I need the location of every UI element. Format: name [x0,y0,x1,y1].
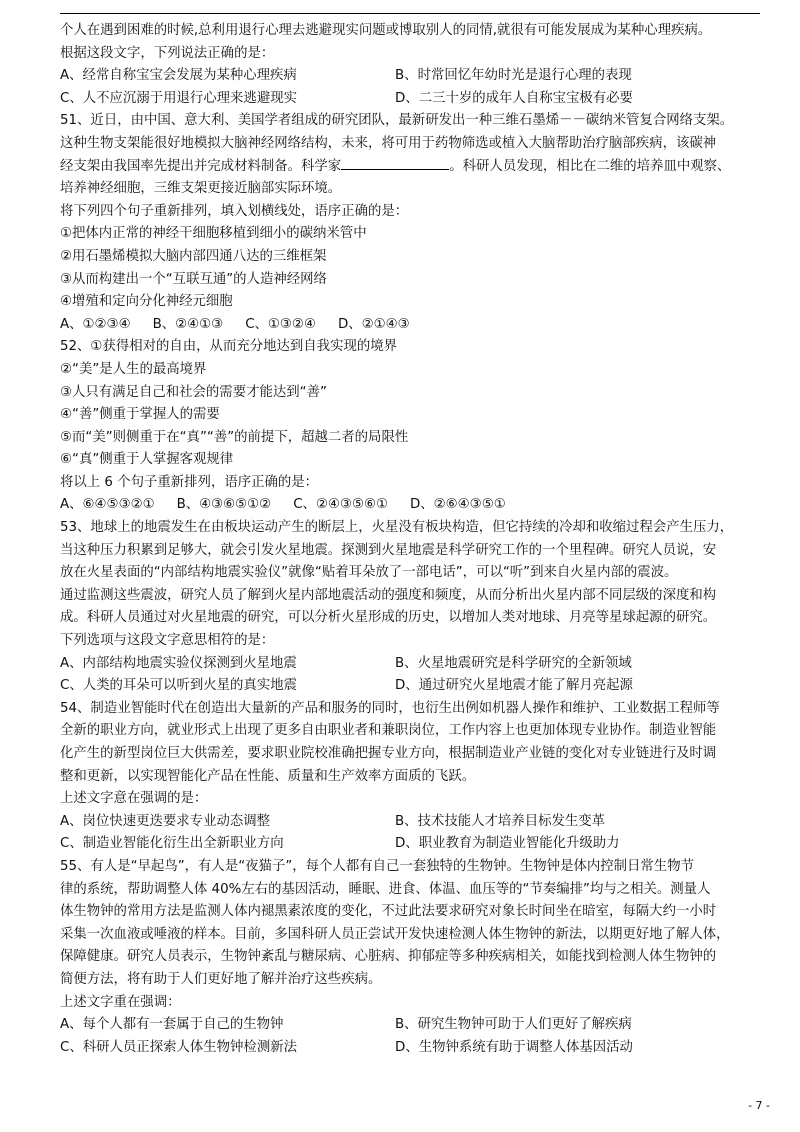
question-55 [60,856,760,1059]
question-50 [60,20,760,110]
q52-option-c: C、②④③⑤⑥① [293,497,388,513]
q53-text-line-4: 通过监测这些震波，研究人员了解到火星内部地震活动的强度和频度，从而分析出火星内部不同层级的深度和构 [60,587,717,603]
q53-option-a: A、内部结构地震实验仪探测到火星地震 [60,655,297,671]
q52-sentence-4: ④“善”侧重于掌握人的需要 [60,407,220,423]
q54-prompt: 上述文字意在强调的是： [60,791,208,807]
q53-option-c: C、人类的耳朵可以听到火星的真实地震 [60,678,297,694]
q55-text-line-5: 保障健康。研究人员表示，生物钟紊乱与糖尿病、心脏病、抑郁症等多种疾病相关，如能找到检测人体生物钟的 [60,949,717,965]
q54-text-line-3: 化产生的新型岗位巨大供需差，要求职业院校准确把握专业方向，根据制造业产业链的变化对专业链进行及时调 [60,746,717,761]
q55-text-line-3: 体生物钟的常用方法是监测人体内褪黑素浓度的变化，不过此法要求研究对象长时间坐在暗室，每隔大约一小时 [60,904,717,920]
q55-option-a: A、每个人都有一套属于自己的生物钟 [60,1017,284,1033]
q52-option-b: B、④③⑥⑤①② [176,497,272,513]
q51-text-line-3a: 经支架由我国率先提出并完成材料制备。科学家 [60,158,342,174]
q52-option-d: D、②⑥④③⑤① [409,497,506,513]
q53-options-row-2 [60,675,760,698]
q54-option-a: A、岗位快速更迭要求专业动态调整 [60,813,271,829]
q52-sentence-1: 52、①获得相对的自由，从而充分地达到自我实现的境界 [60,339,398,355]
q54-options-row-1 [60,811,760,834]
q51-option-c: C、①③②④ [245,316,316,332]
q53-text-line-1: 53、地球上的地震发生在由板块运动产生的断层上，火星没有板块构造，但它持续的冷却和收缩过程会产生压力， [60,520,734,536]
q54-option-b: B、技术技能人才培养目标发生变革 [395,813,606,829]
q54-option-c: C、制造业智能化衍生出全新职业方向 [60,836,284,852]
q54-option-d: D、职业教育为制造业智能化升级助力 [395,836,620,852]
q51-sentence-3: ③从而构建出一个“互联互通”的人造神经网络 [60,271,327,287]
q52-options [60,494,760,517]
q50-text: 个人在遇到困难的时候,总利用退行心理去逃避现实问题或博取别人的同情,就很有可能发展成为某种心理疾病。 [60,23,712,38]
q51-prompt: 将下列四个句子重新排列，填入划横线处，语序正确的是： [60,203,409,219]
q51-text-line-1: 51、近日，由中国、意大利、美国学者组成的研究团队，最新研发出一种三维石墨烯－－碳纳米管复合网络支架。 [60,113,734,129]
q55-prompt: 上述文字重在强调： [60,994,181,1010]
q50-options-row-2 [60,88,760,111]
q51-option-d: D、②①④③ [337,316,410,332]
q52-sentence-2: ②“美”是人生的最高境界 [60,361,207,377]
q50-option-c: C、人不应沉溺于用退行心理来逃避现实 [60,90,297,106]
q51-text-line-2: 这种生物支架能很好地模拟大脑神经网络结构，未来，将可用于药物筛选或植入大脑帮助治疗脑部疾病，该碳神 [60,135,717,151]
q55-text-line-6: 简便方法，将有助于人们更好地了解并治疗这些疾病。 [60,971,382,987]
q53-text-line-5: 成。科研人员通过对火星地震的研究，可以分析火星形成的历史，以增加人类对地球、月亮等星球起源的研究。 [60,610,717,626]
q54-text-line-2: 全新的职业方向，就业形式上出现了更多自由职业者和兼职岗位，工作内容上也更加体现专业协作。制造业智能 [60,723,717,739]
page-number: - 7 - [748,1099,770,1112]
question-53 [60,517,760,698]
q51-text-line-3 [60,156,760,179]
q51-option-b: B、②④①③ [152,316,224,332]
q55-option-d: D、生物钟系统有助于调整人体基因活动 [395,1039,633,1055]
q50-option-a: A、经常自称宝宝会发展为某种心理疾病 [60,68,297,84]
q51-sentence-2: ②用石墨烯模拟大脑内部四通八达的三维框架 [60,248,327,264]
q55-text-line-4: 采集一次血液或唾液的样本。目前，多国科研人员正尝试开发快速检测人体生物钟的新法，以期更好地了解人体， [60,926,730,942]
q51-sentence-4: ④增殖和定向分化神经元细胞 [60,294,233,310]
q52-sentence-6: ⑥“真”侧重于人掌握客观规律 [60,452,234,468]
q53-options-row-1 [60,653,760,676]
q50-option-b: B、时常回忆年幼时光是退行心理的表现 [395,68,632,84]
question-51 [60,110,760,336]
q51-sentence-1: ①把体内正常的神经干细胞移植到细小的碳纳米管中 [60,226,367,242]
q52-sentence-5: ⑤而“美”则侧重于在“真”“善”的前提下，超越二者的局限性 [60,429,409,445]
q55-options-row-1 [60,1014,760,1037]
question-54 [60,698,760,856]
q52-sentence-3: ③人只有满足自己和社会的需要才能达到“善” [60,384,327,400]
q54-text-line-1: 54、制造业智能时代在创造出大量新的产品和服务的同时，也衍生出例如机器人操作和维护、工业数据工程师等 [60,700,720,716]
q53-option-b: B、火星地震研究是科学研究的全新领域 [395,655,632,671]
q55-text-line-2: 律的系统，帮助调整人体 40%左右的基因活动，睡眠、进食、体温、血压等的“节奏编排”均与之相关。测量人 [60,881,711,897]
q53-option-d: D、通过研究火星地震才能了解月亮起源 [395,678,633,694]
q52-prompt: 将以上 6 个句子重新排列，语序正确的是： [60,474,319,490]
q50-option-d: D、二三十岁的成年人自称宝宝极有必要 [395,90,633,106]
q54-text-line-4: 整和更新，以实现智能化产品在性能、质量和生产效率方面质的飞跃。 [60,768,476,784]
q55-options-row-2 [60,1037,760,1060]
q52-option-a: A、⑥④⑤③②① [60,497,155,513]
header-rule [60,13,760,14]
q55-option-b: B、研究生物钟可助于人们更好了解疾病 [395,1017,632,1033]
q51-fill-blank [341,157,449,170]
q51-text-line-3b: 。科研人员发现，相比在二维的培养皿中观察、 [449,158,731,174]
q51-text-line-4: 培养神经细胞，三维支架更接近脑部实际环境。 [60,181,342,197]
page-content [60,20,760,1059]
question-52 [60,336,760,517]
q53-text-line-2: 当这种压力积累到足够大，就会引发火星地震。探测到火星地震是科学研究工作的一个里程碑。研究人员说，安 [60,542,717,558]
q51-option-a: A、①②③④ [60,316,131,332]
q51-options [60,314,760,337]
q54-options-row-2 [60,833,760,856]
q55-option-c: C、科研人员正探索人体生物钟检测新法 [60,1039,297,1055]
q53-text-line-3: 放在火星表面的“内部结构地震实验仪”就像“贴着耳朵放了一部电话”，可以“听”到来自火星内部的震波。 [60,565,678,581]
q53-prompt: 下列选项与这段文字意思相符的是： [60,633,275,649]
q50-options-row-1 [60,65,760,88]
q50-prompt: 根据这段文字，下列说法正确的是： [60,45,275,61]
q55-text-line-1: 55、有人是“早起鸟”，有人是“夜猫子”，每个人都有自己一套独特的生物钟。生物钟是体内控制日常生物节 [60,858,694,874]
